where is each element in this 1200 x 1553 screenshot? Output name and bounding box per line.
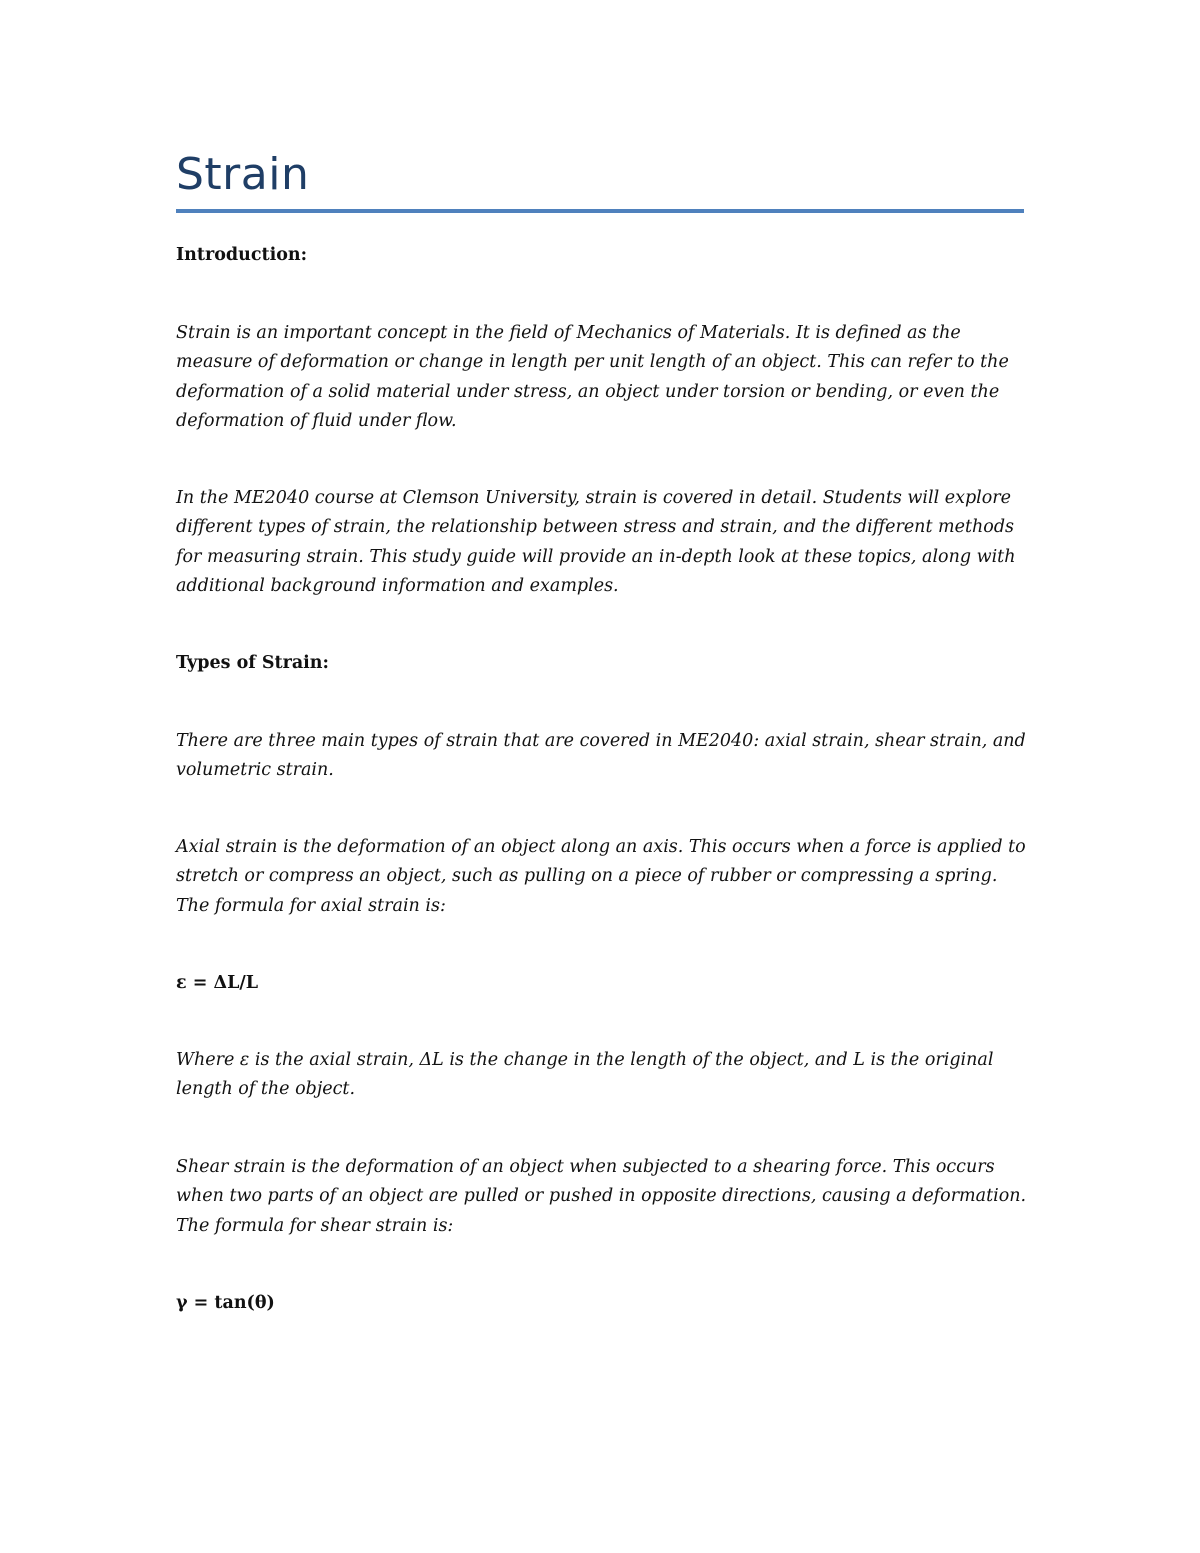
section-heading-introduction: Introduction: [176, 245, 308, 265]
paragraph-intro-definition: Strain is an important concept in the field of Mechanics of Materials. It is defined as the measure of deformation or change in length per unit length of an object. This can refer to the deformation of a solid material under stress, an object under torsion or bending, or even the deformation of fluid under flow. [176, 323, 1009, 432]
formula-axial-strain: ε = ΔL/L [176, 973, 259, 993]
page-title: Strain [176, 149, 310, 200]
paragraph-axial-strain: Axial strain is the deformation of an object along an axis. This occurs when a force is applied to stretch or compress an object, such as pulling on a piece of rubber or compressing a spring. The formula for axial strain is: [176, 837, 1026, 916]
paragraph-types-overview: There are three main types of strain that are covered in ME2040: axial strain, shear strain, and volumetric strain. [176, 731, 1026, 781]
paragraph-intro-course: In the ME2040 course at Clemson University, strain is covered in detail. Students will explore different types of strain, the relationship between stress and strain, and the different methods for measuring strain. This study guide will provide an in-depth look at these topics, along with additional background information and examples. [176, 488, 1016, 597]
formula-shear-strain: γ = tan(θ) [176, 1293, 275, 1313]
title-underline [176, 209, 1024, 213]
paragraph-axial-definitions: Where ε is the axial strain, ΔL is the change in the length of the object, and L is the original length of the object. [176, 1050, 994, 1100]
section-heading-types: Types of Strain: [176, 653, 329, 673]
paragraph-shear-strain: Shear strain is the deformation of an object when subjected to a shearing force. This occurs when two parts of an object are pulled or pushed in opposite directions, causing a deformation. The formula for shear strain is: [176, 1157, 1027, 1236]
